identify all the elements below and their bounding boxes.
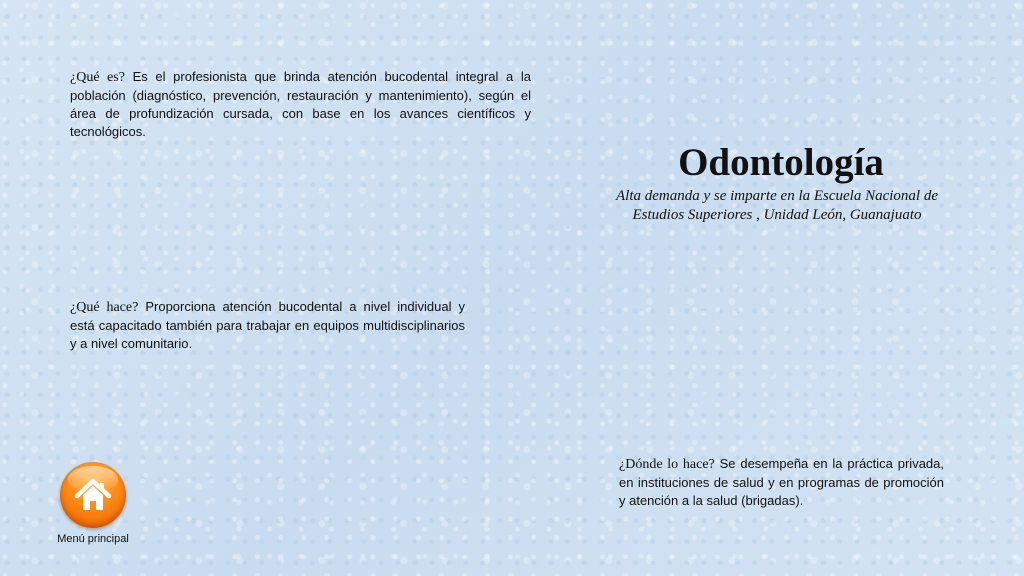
home-icon <box>73 475 113 515</box>
home-label[interactable]: Menú principal <box>57 533 129 545</box>
page-title: Odontología <box>678 141 884 184</box>
page-subtitle: Alta demanda y se imparte en la Escuela Nacional de Estudios Superiores , Unidad León, Guanajuato <box>615 188 939 223</box>
que-hace-answer: Proporciona atención bucodental a nivel individual y está capacitado también para trabajar en equipos multidisciplinarios y a nivel comunitario. <box>70 299 465 351</box>
home-button[interactable] <box>60 462 126 528</box>
que-hace-question: ¿Qué hace? <box>70 300 139 315</box>
que-hace-block <box>70 298 465 353</box>
que-es-question: ¿Qué es? <box>70 70 125 85</box>
que-es-answer: Es el profesionista que brinda atención bucodental integral a la población (diagnóstico, prevención, restauración y mantenimiento), según el área de profundización cursada, con base en los avances científicos y tecnológicos. <box>70 69 531 139</box>
donde-question: ¿Dónde lo hace? <box>619 457 715 472</box>
donde-block <box>619 455 944 510</box>
donde-answer: Se desempeña en la práctica privada, en instituciones de salud y en programas de promoción y atención a la salud (brigadas). <box>619 456 944 508</box>
que-es-block <box>70 68 531 141</box>
